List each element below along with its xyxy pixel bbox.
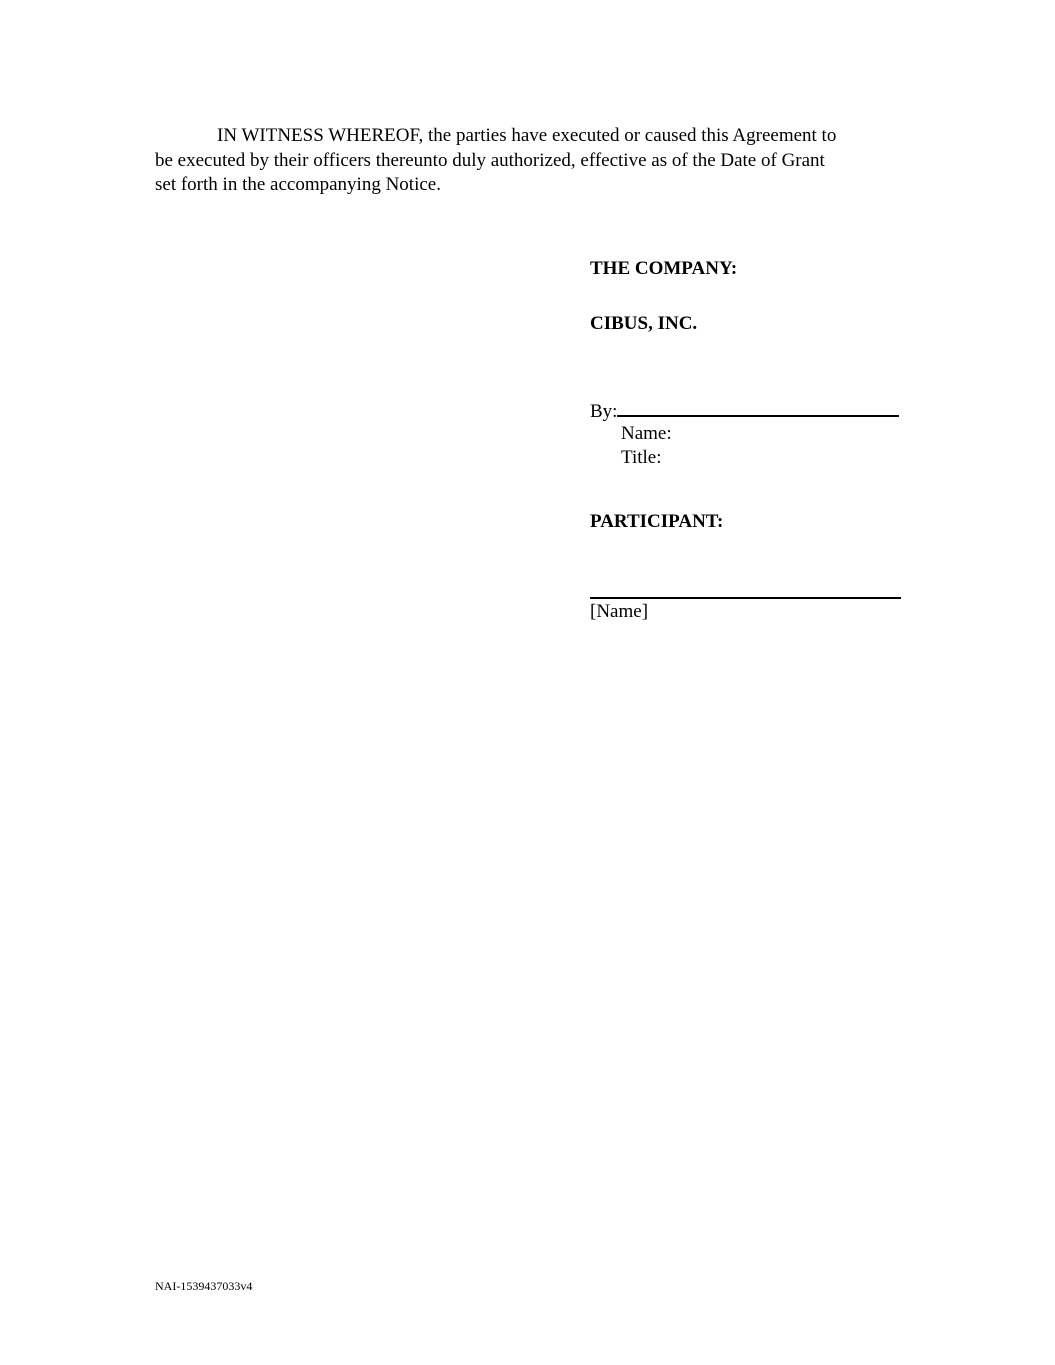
company-heading: THE COMPANY:	[590, 258, 738, 279]
participant-signature-line[interactable]	[590, 597, 901, 599]
company-name: CIBUS, INC.	[590, 313, 698, 334]
participant-heading: PARTICIPANT:	[590, 511, 724, 532]
witness-clause-line-3: set forth in the accompanying Notice.	[155, 174, 441, 195]
witness-clause	[155, 124, 900, 198]
by-label: By:	[590, 401, 618, 422]
signatory-name-label: Name:	[621, 423, 672, 444]
document-id-footer: NAI-1539437033v4	[155, 1279, 253, 1293]
company-signature-line[interactable]	[617, 398, 899, 417]
witness-clause-line-1: IN WITNESS WHEREOF, the parties have executed or caused this Agreement to	[217, 125, 837, 146]
witness-clause-line-2: be executed by their officers thereunto duly authorized, effective as of the Date of Grant	[155, 149, 825, 171]
participant-name-placeholder: [Name]	[590, 601, 649, 622]
signatory-title-label: Title:	[621, 447, 662, 468]
company-signature-row	[590, 398, 910, 424]
